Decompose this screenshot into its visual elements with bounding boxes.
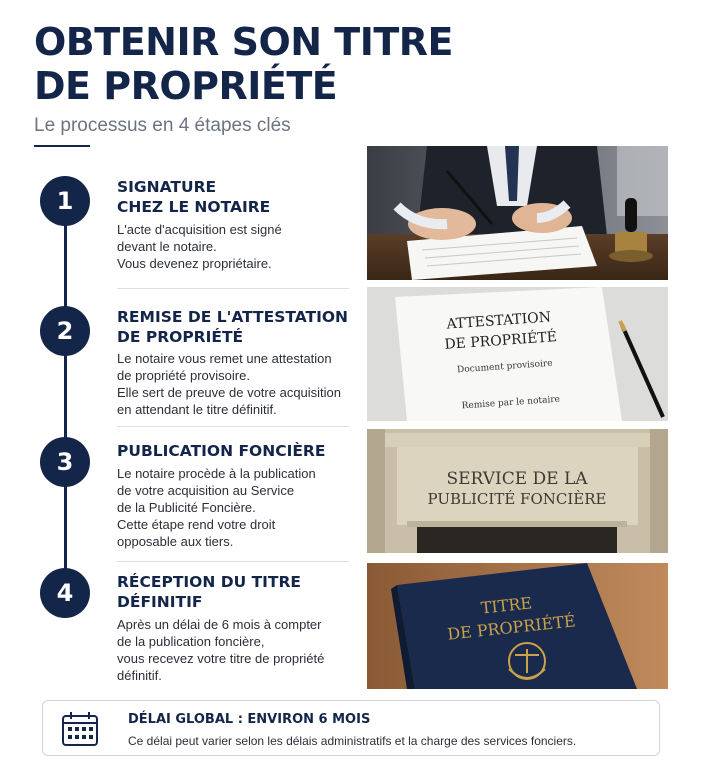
timeline-line <box>64 200 67 596</box>
step-divider-2 <box>117 426 349 427</box>
attestation-heading-2: DE PROPRIÉTÉ <box>443 329 558 353</box>
page-title: OBTENIR SON TITRE DE PROPRIÉTÉ <box>34 20 453 108</box>
step-number-4: 4 <box>40 568 90 618</box>
step-title-3: PUBLICATION FONCIÈRE <box>117 442 326 460</box>
title-underline <box>34 145 90 147</box>
step-description-3: Le notaire procède à la publication de votre acquisition au Service de la Publicité Foncière. Cette étape rend votre droit opposable aux tiers. <box>117 466 316 549</box>
book-text-1: TITRE <box>479 593 533 618</box>
attestation-heading-1: ATTESTATION <box>445 309 552 333</box>
attestation-footer: Remise par le notaire <box>461 394 561 412</box>
attestation-sub: Document provisoire <box>456 358 553 376</box>
book-text-2: DE PROPRIÉTÉ <box>446 611 577 644</box>
step-divider-3 <box>117 561 349 562</box>
step-description-2: Le notaire vous remet une attestation de propriété provisoire. Elle sert de preuve de votre acquisition en attendant le titre définitif. <box>117 351 342 417</box>
building-facade-photo <box>367 429 668 553</box>
footer-title: DÉLAI GLOBAL : ENVIRON 6 MOIS <box>128 712 371 727</box>
step-title-4: RÉCEPTION DU TITRE DÉFINITIF <box>117 573 302 611</box>
step-title-1: SIGNATURE CHEZ LE NOTAIRE <box>117 178 271 216</box>
footer-description: Ce délai peut varier selon les délais administratifs et la charge des services fonciers. <box>128 734 577 748</box>
footer-summary-box <box>42 700 660 756</box>
attestation-document-photo <box>367 287 668 421</box>
step-description-4: Après un délai de 6 mois à compter de la publication foncière, vous recevez votre titre de propriété définitif. <box>117 617 325 683</box>
calendar-icon <box>61 711 99 747</box>
step-number-1: 1 <box>40 176 90 226</box>
step-number-2: 2 <box>40 306 90 356</box>
step-divider-1 <box>117 288 349 289</box>
step-title-2: REMISE DE L'ATTESTATION DE PROPRIÉTÉ <box>117 308 349 346</box>
notary-signing-photo <box>367 146 668 280</box>
facade-text-1: SERVICE DE LA <box>446 469 588 489</box>
page-subtitle: Le processus en 4 étapes clés <box>34 115 291 136</box>
title-book-photo <box>367 563 668 689</box>
step-number-3: 3 <box>40 437 90 487</box>
step-description-1: L'acte d'acquisition est signé devant le notaire. Vous devenez propriétaire. <box>117 222 282 271</box>
facade-text-2: PUBLICITÉ FONCIÈRE <box>427 490 607 508</box>
